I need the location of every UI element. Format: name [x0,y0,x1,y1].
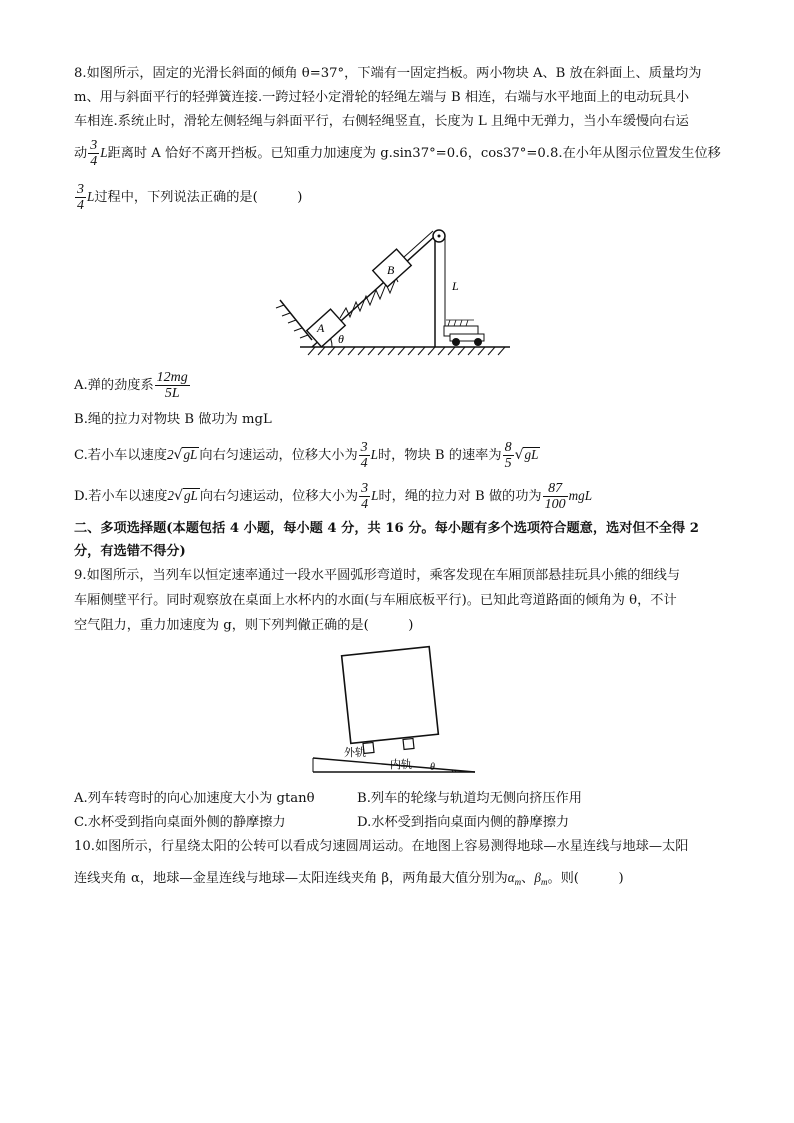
subscript-m: m [540,877,548,887]
fraction-eight-fifths: $\frac{8}{5}$ [504,440,512,471]
q9-line-2: 车厢侧壁平行。同时观察放在桌面上水杯内的水面(与车厢底板平行)。已知此弯道路面的倾角为 θ，不计 [74,593,677,608]
section-header [74,519,699,539]
q8-option-c-mid2: 时，物块 B 的速率为 [377,448,502,463]
q8-line-2: m、用与斜面平行的轻弹簧连接.一跨过轻小定滑轮的轻绳左端与 B 相连，右端与水平地面上的电动玩具小 [74,90,690,105]
subscript-m: m [514,877,522,887]
var-alpha-m: α [507,870,515,885]
q8-line-4 [74,138,721,169]
q8-option-a-text: A.弹的劲度系 [74,378,154,393]
var-mgL: mgL [568,488,593,503]
q8-line-3: 车相连.系统止时，滑轮左侧轻绳与斜面平行，右侧轻绳竖直，长度为 L 且绳中无弹力，当小车缓慢向右运 [74,114,689,129]
label-A: A [317,321,325,335]
incline-spring-pulley-figure [270,222,520,357]
sqrt-gL: gL [183,488,198,503]
label-outer-rail: 外轨 [344,746,366,759]
q8-line-5-post: 过程中，下列说法正确的是( ) [94,190,303,205]
label-B: B [387,263,395,277]
q9-line-3: 空气阻力，重力加速度为 g，则下列判僘正确的是( ) [74,618,414,633]
fraction-three-quarters: $\frac{3}{4}$ [90,138,98,169]
train-on-banked-curve-figure [310,640,480,780]
var-beta-m: β [534,870,541,885]
q8-option-c-pre: C.若小车以速度 [74,448,167,463]
q9-option-a: A.列车转弯时的向心加速度大小为 gtanθ [74,791,315,806]
label-inner-rail: 内轨 [390,758,412,771]
section-header-2 [74,542,186,562]
q10-line-2-post: 。则( ) [547,871,624,886]
fraction-three-quarters: $\frac{3}{4}$ [360,440,368,471]
var-L: L [371,488,379,503]
section-header-line-1: 二、多项选择题(本题包括 4 小题，每小题 4 分，共 16 分。每小题有多个选项符合题意，选对但不全得 2 [74,521,699,536]
q8-line-5 [74,182,302,213]
q8-line-4-post: 距离时 A 恰好不离开挡板。已知重力加速度为 g.sin37°=0.6，cos37°=0.8.在小年从图示位置发生位移 [107,146,721,161]
label-theta: θ [430,762,435,773]
q9-option-d: D.水杯受到指向桌面内侧的静摩擦力 [357,815,570,830]
section-header-line-2: 分，有选错不得分) [74,544,186,559]
label-L: L [452,279,459,293]
var-L: L [370,447,378,462]
q10-line-1: 10.如图所示，行星绕太阳的公转可以看成匀速圆周运动。在地图上容易测得地球—水星连线与地球—太阳 [74,839,689,854]
fraction-three-quarters: $\frac{3}{4}$ [361,481,369,512]
fraction-spring-constant: $\frac{12mg}{5L}$ [156,370,188,401]
var-L: L [100,145,108,160]
q8-option-c: C.若小车以速度2√gL 向右匀速运动，位移大小为 $\frac{3}{4}$ L时，物块 B 的速率为 $\frac{8}{5}$ √gL [74,440,539,471]
sqrt-gL: gL [524,447,539,462]
fraction-87-100: $\frac{87}{100}$ [544,481,566,512]
coef-2: 2 [167,488,175,503]
q8-option-c-mid: 向右匀速运动，位移大小为 [199,448,358,463]
q9-option-b: B.列车的轮缘与轨道均无侧向挤压作用 [357,791,582,806]
q8-option-d-pre: D.若小车以速度 [74,489,168,504]
coef-2: 2 [166,447,174,462]
fraction-three-quarters: $\frac{3}{4}$ [77,182,84,213]
q8-option-d-mid2: 时，绳的拉力对 B 做的功为 [378,489,542,504]
label-theta: θ [338,332,344,346]
q8-line-1: 8.如图所示，固定的光滑长斜面的倾角 θ=37°，下端有一固定挡板。两小物块 A、B 放在斜面上、质量均为 [74,66,702,81]
q10-line-2 [74,868,624,892]
sqrt-gL: gL [183,447,198,462]
q10-line-2-pre: 连线夹角 α，地球—金星连线与地球—太阳连线夹角 β，两角最大值分别为 [74,871,508,886]
var-L: L [87,189,95,204]
q8-line-4-pre: 动 [74,146,88,161]
q8-option-a [74,370,191,401]
q8-option-b: B.绳的拉力对物块 B 做功为 mgL [74,412,272,427]
q8-option-d-mid: 向右匀速运动，位移大小为 [199,489,359,504]
q9-line-1: 9.如图所示，当列车以恒定速率通过一段水平圆弧形弯道时，乘客发现在车厢顶部悬挂玩具小熊的细线与 [74,568,681,583]
q8-option-d: D.若小车以速度2√gL 向右匀速运动，位移大小为 $\frac{3}{4}$ L时，绳的拉力对 B 做的功为 $\frac{87}{100}$ mgL [74,481,593,512]
separator: 、 [521,871,535,886]
q9-option-c: C.水杯受到指向桌面外侧的静摩擦力 [74,815,286,830]
